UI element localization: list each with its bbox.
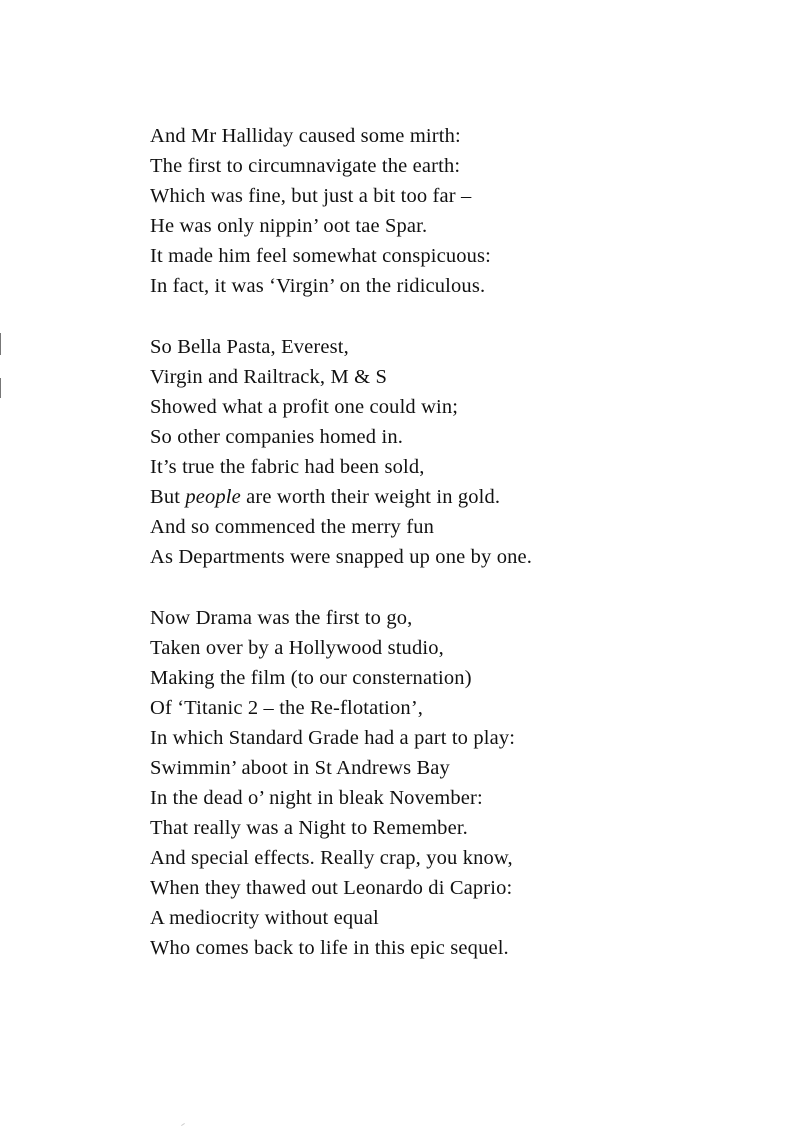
poem-line: The first to circumnavigate the earth: [150,155,461,177]
poem-line: Showed what a profit one could win; [150,396,459,418]
poem-line: And so commenced the merry fun [150,516,435,538]
poem-line: Of ‘Titanic 2 – the Re-flotation’, [150,697,424,719]
stanza-break [150,301,770,332]
poem-line: So Bella Pasta, Everest, [150,336,349,358]
poem-line: Making the film (to our consternation) [150,667,472,689]
poem-line: Now Drama was the first to go, [150,607,413,629]
poem-line: He was only nippin’ oot tae Spar. [150,215,428,237]
poem-line: As Departments were snapped up one by one. [150,546,533,568]
poem-line: But people are worth their weight in gold. [150,486,501,508]
poem-line: It made him feel somewhat conspicuous: [150,245,492,267]
poem-line: In which Standard Grade had a part to play: [150,727,516,749]
scan-margin-mark [0,333,1,355]
poem-line: A mediocrity without equal [150,907,379,929]
poem-text [150,121,770,963]
poem-line: That really was a Night to Remember. [150,817,468,839]
poem-line: So other companies homed in. [150,426,404,448]
poem-line: Who comes back to life in this epic sequel. [150,937,509,959]
poem-line: Taken over by a Hollywood studio, [150,637,444,659]
poem-line: Virgin and Railtrack, M & S [150,366,388,388]
stanza-1 [150,121,770,301]
stanza-2 [150,332,770,572]
stanza-3 [150,603,770,963]
poem-line: In the dead o’ night in bleak November: [150,787,483,809]
scan-margin-mark [0,378,1,398]
poem-line: Which was fine, but just a bit too far – [150,185,472,207]
emphasis-text: people [185,486,241,508]
stanza-break [150,572,770,603]
poem-line: And special effects. Really crap, you know, [150,847,513,869]
poem-line: Swimmin’ aboot in St Andrews Bay [150,757,450,779]
poem-line: In fact, it was ‘Virgin’ on the ridiculous. [150,275,486,297]
poem-line: And Mr Halliday caused some mirth: [150,125,461,147]
scan-speck [181,1123,185,1126]
poem-line: When they thawed out Leonardo di Caprio: [150,877,513,899]
poem-line: It’s true the fabric had been sold, [150,456,425,478]
